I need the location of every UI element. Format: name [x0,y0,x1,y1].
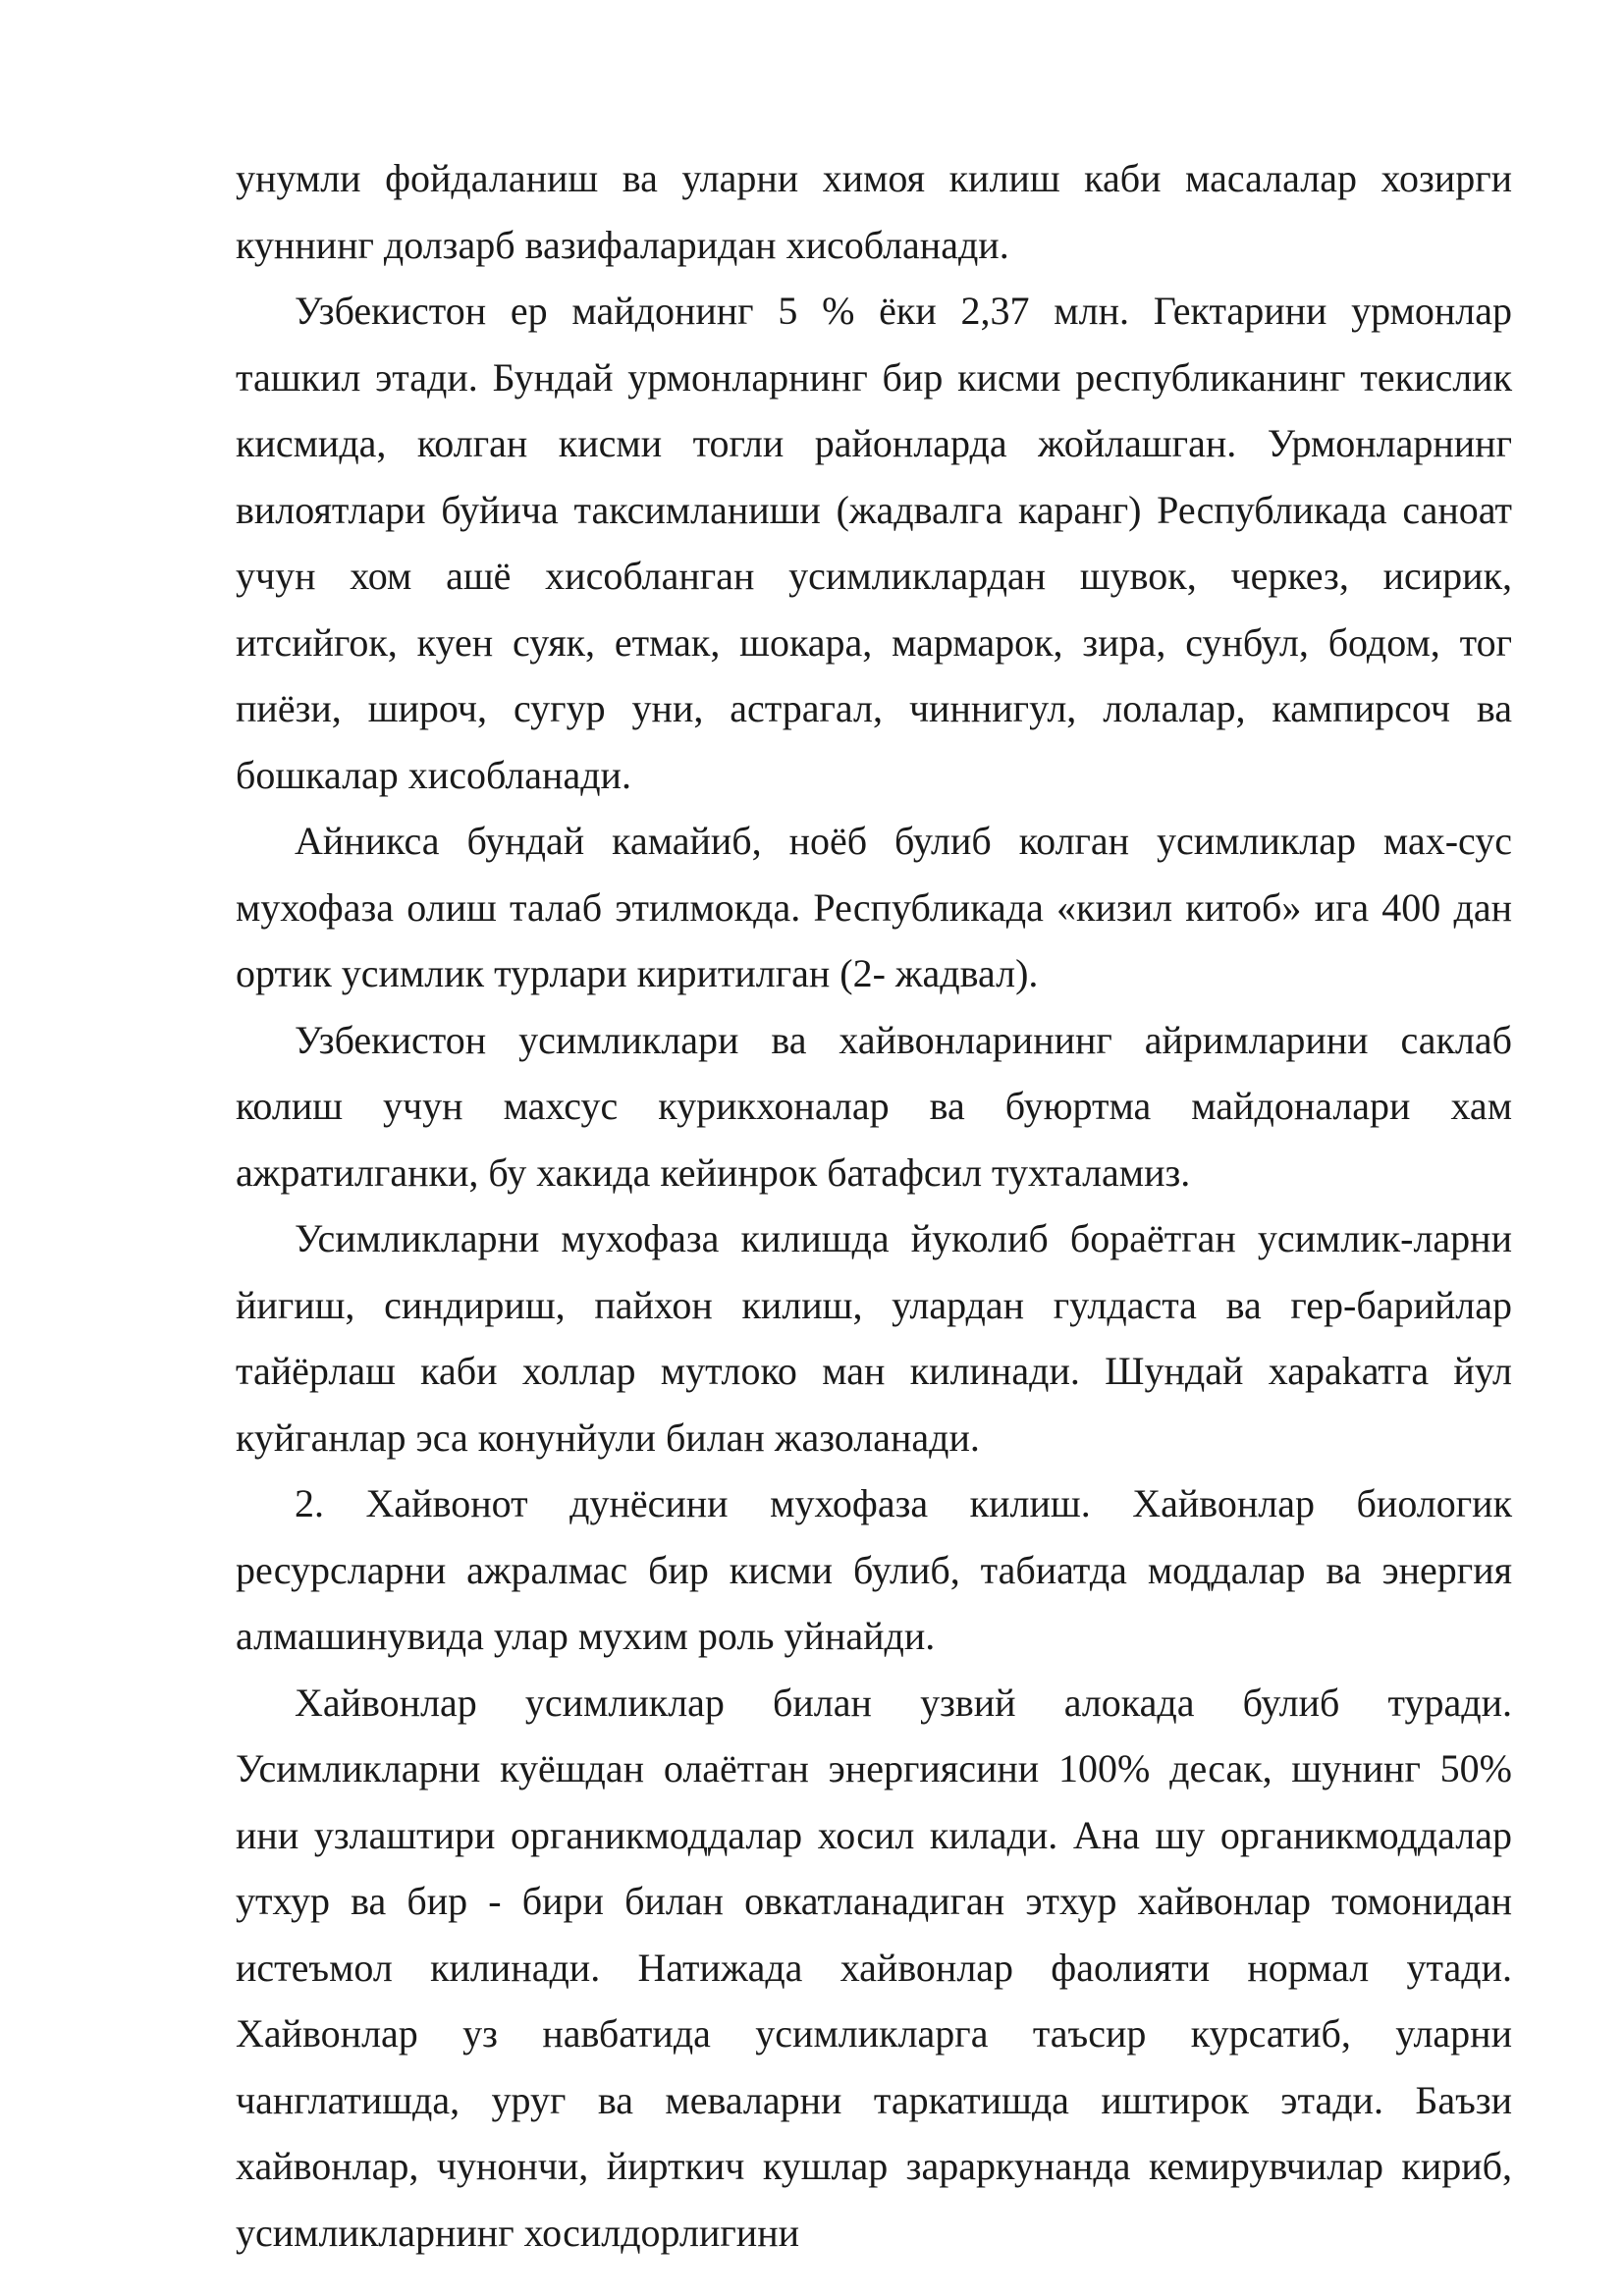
paragraph-animals-plants: Хайвонлар усимликлар билан узвий алокада булиб туради. Усимликларни куёшдан олаётган энергиясини 100% десак, шунинг 50% ини узлаштири органикмоддалар хосил килади. Ана шу органикмоддалар утхур ва бир - бири билан овкатланадиган этхур хайвонлар томонидан истеъмол килинади. Натижада хайвонлар фаолияти нормал утади. Хайвонлар уз навбатида усимликларга таъсир курсатиб, уларни чанглатишда, уруг ва меваларни таркатишда иштирок этади. Баъзи хайвонлар, чунончи, йирткич кушлар зараркунанда кемирувчилар кириб, усимликларнинг хосилдорлигини [236,1680,1512,2255]
paragraph-reserves: Узбекистон усимликлари ва хайвонларининг айримларини саклаб колиш учун махсус курикхоналар ва буюртма майдоналари хам ажратилганки, бу хакида кейинрок батафсил тухталамиз. [236,1017,1512,1195]
paragraph-forests: Узбекистон ер майдонинг 5 % ёки 2,37 млн. Гектарини урмонлар ташкил этади. Бундай урмонларнинг бир кисми республиканинг текислик кисмида, колган кисми тогли районларда жойлашган. Урмонларнинг вилоятлари буйича таксимланиши (жадвалга каранг) Республикада саноат учун хом ашё хисобланган усимликлардан шувок, черкез, исирик, итсийгок, куен суяк, етмак, шокара, мармарок, зира, сунбул, бодом, тог пиёзи, широч, сугур уни, астрагал, чиннигул, лолалар, кампирсоч ва бошкалар хисобланади. [236,289,1512,797]
document-page [236,145,1512,2266]
paragraph-rare-plants: Айникса бундай камайиб, ноёб булиб колган усимликлар мах-сус мухофаза олиш талаб этилмокда. Республикада «кизил китоб» ига 400 дан ортик усимлик турлари киритилган (2- жадвал). [236,819,1512,995]
paragraph-continuation: унумли фойдаланиш ва уларни химоя килиш каби масалалар хозирги куннинг долзарб вазифаларидан хисобланади. [236,156,1512,267]
paragraph-plant-protection: Усимликларни мухофаза килишда йуколиб бораётган усимлик-ларни йигиш, синдириш, пайхон килиш, улардан гулдаста ва гер-барийлар тайёрлаш каби холлар мутлоко ман килинади. Шундай хараkатга йул куйганлар эса конунйули билан жазоланади. [236,1216,1512,1460]
paragraph-fauna-heading: 2. Хайвонот дунёсини мухофаза килиш. Хайвонлар биологик ресурсларни ажралмас бир кисми булиб, табиатда моддалар ва энергия алмашинувида улар мухим роль уйнайди. [236,1481,1512,1658]
